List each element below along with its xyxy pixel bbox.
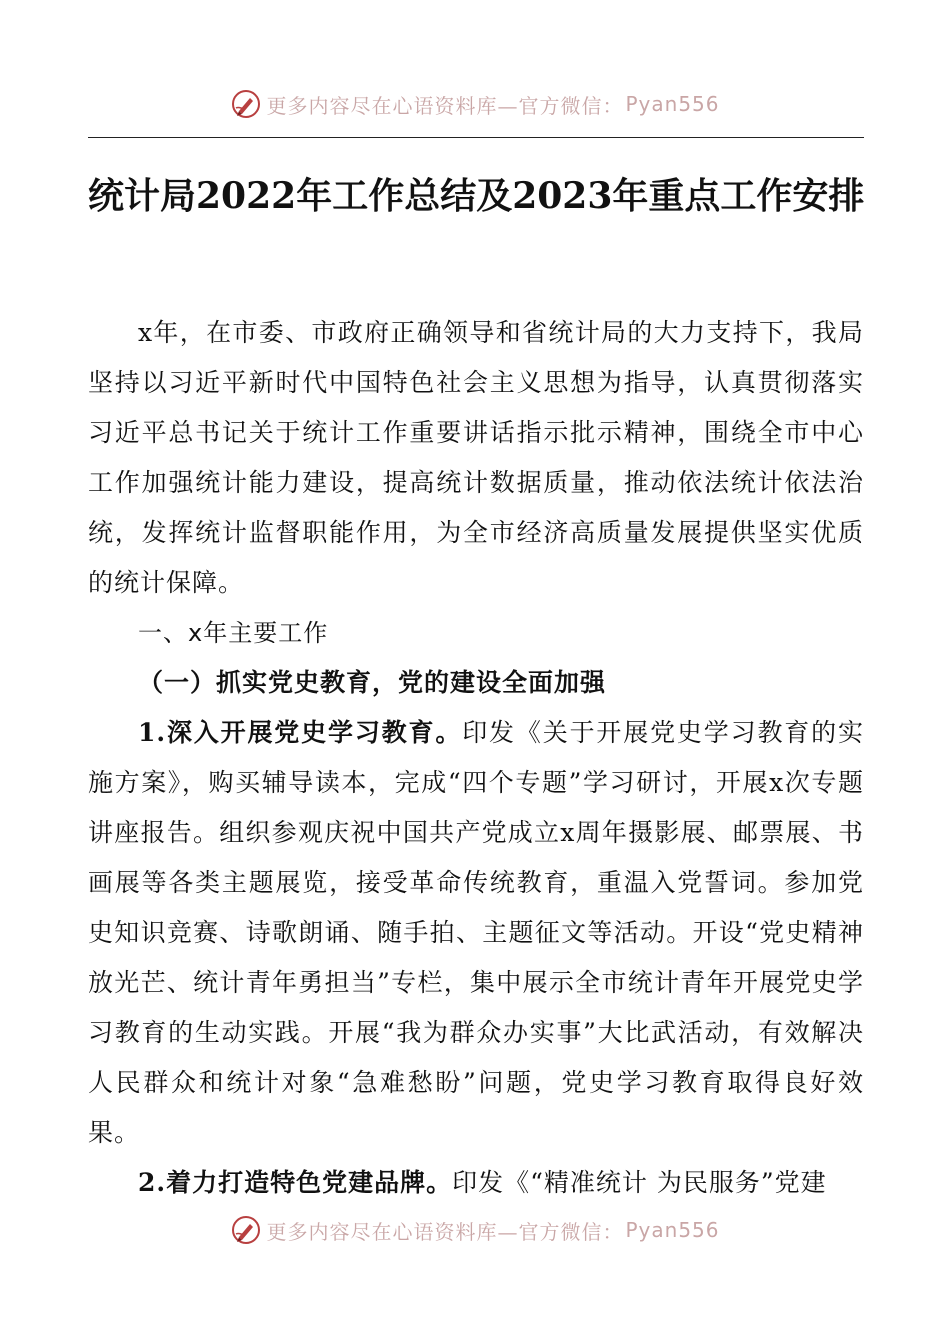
item-paragraph-2 (88, 1158, 864, 1208)
intro-paragraph: x年，在市委、市政府正确领导和省统计局的大力支持下，我局坚持以习近平新时代中国特色社会主义思想为指导，认真贯彻落实习近平总书记关于统计工作重要讲话指示批示精神，围绕全市中心工作加强统计能力建设，提高统计数据质量，推动依法统计依法治统，发挥统计监督职能作用，为全市经济高质量发展提供坚实优质的统计保障。 (88, 318, 864, 597)
watermark-account: Pyan556 (625, 1218, 720, 1242)
header-divider (88, 137, 864, 138)
watermark-text: 更多内容尽在心语资料库—官方微信： (266, 1219, 624, 1244)
item-text-2: 印发《“精准统计 为民服务”党建 (452, 1168, 827, 1197)
item-text-1: 印发《关于开展党史学习教育的实施方案》，购买辅导读本，完成“四个专题”学习研讨，开展x次专题讲座报告。组织参观庆祝中国共产党成立x周年摄影展、邮票展、书画展等各类主题展览，接受革命传统教育，重温入党誓词。参加党史知识竞赛、诗歌朗诵、随手拍、主题征文等活动。开设“党史精神放光芒、统计青年勇担当”专栏，集中展示全市统计青年开展党史学习教育的生动实践。开展“我为群众办实事”大比武活动，有效解决人民群众和统计对象“急难愁盼”问题，党史学习教育取得良好效果。 (88, 718, 864, 1147)
watermark-footer (0, 1214, 950, 1246)
item-paragraph-1 (88, 708, 864, 1158)
document-body (88, 308, 864, 1208)
subsection-heading: （一）抓实党史教育，党的建设全面加强 (138, 668, 607, 697)
document-title: 统计局2022年工作总结及2023年重点工作安排 (88, 175, 865, 217)
pen-logo-icon (230, 88, 262, 120)
pen-logo-icon (230, 1214, 262, 1246)
item-lead-2: 2.着力打造特色党建品牌。 (138, 1168, 453, 1197)
watermark-header (0, 88, 950, 120)
section-heading: 一、x年主要工作 (138, 619, 329, 647)
watermark-text: 更多内容尽在心语资料库—官方微信： (266, 93, 624, 118)
watermark-account: Pyan556 (625, 92, 720, 116)
item-lead-1: 1.深入开展党史学习教育。 (138, 718, 463, 747)
